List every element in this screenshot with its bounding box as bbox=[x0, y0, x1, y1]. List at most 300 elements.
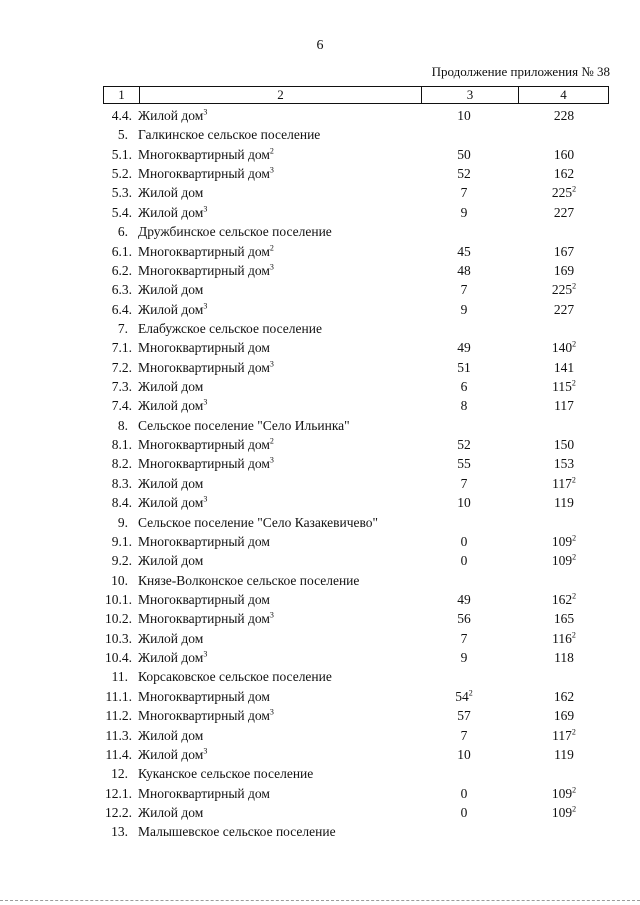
row-name-text: Жилой дом bbox=[138, 282, 204, 298]
table-row bbox=[0, 435, 640, 454]
row-col-4-text: 109 bbox=[551, 553, 573, 569]
row-col-3-text: 45 bbox=[457, 243, 471, 259]
row-col-3-text: 9 bbox=[460, 650, 468, 666]
row-number-text: 10.4. bbox=[105, 650, 132, 666]
row-name-text: Многоквартирный дом bbox=[138, 591, 270, 607]
table-header bbox=[103, 86, 609, 104]
row-col-3 bbox=[422, 609, 506, 628]
row-col-3 bbox=[422, 164, 506, 183]
table-row bbox=[0, 474, 640, 493]
row-col-3 bbox=[422, 629, 506, 648]
row-name-text: Дружбинское сельское поселение bbox=[138, 224, 332, 240]
row-name-text: Жилой дом bbox=[138, 630, 204, 646]
row-name bbox=[138, 629, 203, 648]
header-col-3: 3 bbox=[422, 87, 519, 103]
row-number-text: 13. bbox=[111, 824, 128, 840]
row-col-4 bbox=[522, 261, 606, 280]
row-col-4-text: 117 bbox=[552, 475, 572, 491]
row-col-3-text: 7 bbox=[460, 475, 468, 491]
row-number-text: 8.3. bbox=[111, 475, 132, 491]
row-col-4-text: 225 bbox=[551, 282, 573, 298]
row-col-3 bbox=[422, 493, 506, 512]
row-number bbox=[0, 358, 132, 377]
row-name-footnote-mark: 2 bbox=[269, 146, 274, 156]
row-number-text: 10. bbox=[111, 572, 128, 588]
row-col-3-text: 7 bbox=[460, 282, 468, 298]
row-name bbox=[138, 474, 203, 493]
table-row bbox=[0, 745, 640, 764]
row-number bbox=[0, 106, 132, 125]
row-col-3 bbox=[422, 396, 506, 415]
row-number-text: 11.2. bbox=[105, 708, 132, 724]
row-name bbox=[138, 513, 378, 532]
row-col-4 bbox=[522, 164, 606, 183]
row-col-3-text: 0 bbox=[460, 533, 468, 549]
page-number: 6 bbox=[316, 38, 324, 53]
row-col-3 bbox=[422, 726, 506, 745]
row-number-text: 6. bbox=[117, 224, 128, 240]
section-row bbox=[0, 125, 640, 144]
row-name bbox=[138, 764, 313, 783]
row-name-footnote-mark: 3 bbox=[203, 494, 208, 504]
row-col-4-text: 227 bbox=[553, 301, 575, 317]
row-name bbox=[138, 648, 207, 667]
table-row bbox=[0, 493, 640, 512]
row-col-4-text: 153 bbox=[553, 456, 575, 472]
row-col-4-text: 115 bbox=[552, 379, 572, 395]
row-name-text: Многоквартирный дом bbox=[138, 243, 270, 259]
row-col-3-text: 52 bbox=[457, 437, 471, 453]
row-name bbox=[138, 125, 320, 144]
row-col-3 bbox=[422, 551, 506, 570]
row-number bbox=[0, 377, 132, 396]
row-number-text: 12. bbox=[111, 766, 128, 782]
row-name bbox=[138, 222, 332, 241]
row-col-3-footnote-mark: 2 bbox=[468, 688, 473, 698]
table-row bbox=[0, 687, 640, 706]
row-col-4-text: 140 bbox=[551, 340, 573, 356]
row-number-text: 7. bbox=[117, 320, 128, 336]
row-number bbox=[0, 571, 128, 590]
row-col-3-text: 50 bbox=[457, 146, 471, 162]
row-name bbox=[138, 416, 350, 435]
row-col-4 bbox=[522, 474, 606, 493]
row-col-3 bbox=[422, 784, 506, 803]
row-col-3 bbox=[422, 590, 506, 609]
row-col-4-text: 225 bbox=[551, 185, 573, 201]
row-number-text: 11.3. bbox=[105, 727, 132, 743]
table-row bbox=[0, 784, 640, 803]
row-col-3-text: 52 bbox=[457, 166, 471, 182]
row-number bbox=[0, 745, 132, 764]
section-row bbox=[0, 764, 640, 783]
row-col-4-text: 228 bbox=[553, 108, 575, 123]
row-number-text: 7.4. bbox=[111, 398, 132, 414]
row-col-4-text: 162 bbox=[553, 688, 575, 704]
row-number bbox=[0, 396, 132, 415]
row-number-text: 6.1. bbox=[111, 243, 132, 259]
row-col-3-text: 9 bbox=[460, 301, 468, 317]
row-col-4 bbox=[522, 532, 606, 551]
row-col-3-text: 10 bbox=[457, 746, 471, 762]
row-number bbox=[0, 493, 132, 512]
row-number-text: 11. bbox=[111, 669, 128, 685]
row-number-text: 5.1. bbox=[111, 146, 132, 162]
row-number-text: 11.4. bbox=[105, 746, 132, 762]
row-number bbox=[0, 164, 132, 183]
table-row bbox=[0, 609, 640, 628]
row-col-4-footnote-mark: 2 bbox=[571, 727, 576, 736]
row-col-4 bbox=[522, 377, 606, 396]
row-col-3 bbox=[422, 454, 506, 473]
row-name-footnote-mark: 3 bbox=[203, 107, 208, 117]
row-number-text: 6.2. bbox=[111, 262, 132, 278]
row-name-text: Жилой дом bbox=[138, 204, 204, 220]
row-name-text: Многоквартирный дом bbox=[138, 611, 270, 627]
row-col-4 bbox=[522, 493, 606, 512]
row-col-3 bbox=[422, 687, 506, 706]
row-col-4-text: 165 bbox=[553, 611, 575, 627]
row-col-3-text: 10 bbox=[457, 495, 471, 511]
section-row bbox=[0, 822, 640, 841]
row-number-text: 12.1. bbox=[105, 785, 132, 801]
table-row bbox=[0, 551, 640, 570]
row-col-4 bbox=[522, 145, 606, 164]
row-name bbox=[138, 280, 203, 299]
row-col-3 bbox=[422, 706, 506, 725]
row-col-4-text: 109 bbox=[551, 533, 573, 549]
row-number bbox=[0, 222, 128, 241]
row-number bbox=[0, 551, 132, 570]
row-name-text: Жилой дом bbox=[138, 746, 204, 762]
row-name-text: Многоквартирный дом bbox=[138, 359, 270, 375]
row-col-4-text: 117 bbox=[554, 398, 574, 414]
row-col-3-text: 10 bbox=[457, 108, 471, 123]
row-name bbox=[138, 242, 274, 261]
row-col-4-text: 227 bbox=[553, 204, 575, 220]
table-body bbox=[0, 106, 640, 842]
row-name bbox=[138, 261, 274, 280]
row-col-4-footnote-mark: 2 bbox=[572, 533, 577, 543]
row-col-3 bbox=[422, 300, 506, 319]
row-number-text: 8. bbox=[117, 417, 128, 433]
row-col-4 bbox=[522, 183, 606, 202]
row-number-text: 6.4. bbox=[111, 301, 132, 317]
row-name bbox=[138, 358, 274, 377]
row-col-4-footnote-mark: 2 bbox=[571, 630, 576, 640]
row-name bbox=[138, 183, 203, 202]
row-col-3 bbox=[422, 242, 506, 261]
row-col-4-footnote-mark: 2 bbox=[572, 184, 577, 194]
row-number bbox=[0, 726, 132, 745]
row-col-4 bbox=[522, 745, 606, 764]
row-name bbox=[138, 203, 207, 222]
row-name bbox=[138, 726, 203, 745]
section-row bbox=[0, 416, 640, 435]
row-name-text: Жилой дом bbox=[138, 650, 204, 666]
row-name-text: Галкинское сельское поселение bbox=[138, 127, 321, 143]
header-col-4: 4 bbox=[560, 87, 567, 102]
row-name-text: Жилой дом bbox=[138, 553, 204, 569]
row-number bbox=[0, 532, 132, 551]
row-col-4 bbox=[522, 358, 606, 377]
row-name bbox=[138, 667, 332, 686]
table-row bbox=[0, 358, 640, 377]
row-col-4-footnote-mark: 2 bbox=[572, 785, 577, 795]
row-col-4-footnote-mark: 2 bbox=[572, 281, 577, 291]
row-name-text: Сельское поселение "Село Казакевичево" bbox=[138, 514, 379, 530]
row-number-text: 12.2. bbox=[105, 804, 132, 820]
table-row bbox=[0, 377, 640, 396]
row-number bbox=[0, 454, 132, 473]
row-name-text: Жилой дом bbox=[138, 108, 204, 123]
row-name-text: Малышевское сельское поселение bbox=[138, 824, 336, 840]
row-col-4 bbox=[522, 396, 606, 415]
section-row bbox=[0, 319, 640, 338]
row-name bbox=[138, 338, 270, 357]
row-name bbox=[138, 803, 203, 822]
row-col-3 bbox=[422, 338, 506, 357]
row-name-footnote-mark: 3 bbox=[269, 165, 274, 175]
section-row bbox=[0, 571, 640, 590]
row-name-text: Куканское сельское поселение bbox=[138, 766, 314, 782]
row-number-text: 8.1. bbox=[111, 437, 132, 453]
row-col-3-text: 49 bbox=[457, 591, 471, 607]
table-row bbox=[0, 726, 640, 745]
table-row bbox=[0, 803, 640, 822]
row-col-3-text: 54 bbox=[455, 688, 469, 704]
row-number-text: 5. bbox=[117, 127, 128, 143]
row-number-text: 7.1. bbox=[111, 340, 132, 356]
row-col-4-text: 109 bbox=[551, 785, 573, 801]
row-name-text: Жилой дом bbox=[138, 398, 204, 414]
row-name-text: Корсаковское сельское поселение bbox=[138, 669, 332, 685]
row-col-3-text: 7 bbox=[460, 630, 468, 646]
row-col-4 bbox=[522, 648, 606, 667]
row-col-4 bbox=[522, 726, 606, 745]
row-number-text: 9.2. bbox=[111, 553, 132, 569]
header-col-2: 2 bbox=[140, 87, 422, 103]
row-name bbox=[138, 319, 322, 338]
row-col-3 bbox=[422, 377, 506, 396]
row-number bbox=[0, 183, 132, 202]
row-number bbox=[0, 687, 132, 706]
row-name-text: Многоквартирный дом bbox=[138, 785, 270, 801]
row-col-3 bbox=[422, 280, 506, 299]
row-col-4 bbox=[522, 590, 606, 609]
row-col-4-footnote-mark: 2 bbox=[572, 804, 577, 814]
row-name bbox=[138, 571, 359, 590]
row-col-4-text: 109 bbox=[551, 804, 573, 820]
row-col-4-footnote-mark: 2 bbox=[572, 591, 577, 601]
row-number bbox=[0, 706, 132, 725]
row-col-4-footnote-mark: 2 bbox=[572, 339, 577, 349]
table-row bbox=[0, 261, 640, 280]
row-col-3-text: 51 bbox=[457, 359, 471, 375]
table-row bbox=[0, 590, 640, 609]
row-col-4-text: 167 bbox=[553, 243, 575, 259]
row-number bbox=[0, 590, 132, 609]
row-number-text: 10.3. bbox=[105, 630, 132, 646]
row-col-4 bbox=[522, 551, 606, 570]
row-col-4 bbox=[522, 609, 606, 628]
row-number-text: 4.4. bbox=[111, 108, 132, 123]
row-name bbox=[138, 145, 274, 164]
row-number bbox=[0, 145, 132, 164]
row-name-footnote-mark: 3 bbox=[269, 359, 274, 369]
row-number bbox=[0, 609, 132, 628]
table-row bbox=[0, 145, 640, 164]
row-name bbox=[138, 687, 270, 706]
table-row bbox=[0, 300, 640, 319]
row-name-text: Елабужское сельское поселение bbox=[138, 320, 322, 336]
table-row bbox=[0, 164, 640, 183]
row-name-text: Многоквартирный дом bbox=[138, 437, 270, 453]
row-number-text: 10.1. bbox=[105, 591, 132, 607]
row-name-footnote-mark: 3 bbox=[203, 649, 208, 659]
row-col-3 bbox=[422, 474, 506, 493]
row-name-footnote-mark: 2 bbox=[269, 243, 274, 253]
row-col-4 bbox=[522, 203, 606, 222]
row-name bbox=[138, 609, 274, 628]
row-name-footnote-mark: 3 bbox=[203, 746, 208, 756]
row-number bbox=[0, 319, 128, 338]
row-number-text: 10.2. bbox=[105, 611, 132, 627]
row-name bbox=[138, 784, 270, 803]
table-row bbox=[0, 706, 640, 725]
row-number-text: 9. bbox=[117, 514, 128, 530]
row-col-4 bbox=[522, 300, 606, 319]
row-col-4-text: 119 bbox=[554, 746, 574, 762]
row-col-4-text: 162 bbox=[551, 591, 573, 607]
table-row bbox=[0, 106, 640, 125]
row-number-text: 8.2. bbox=[111, 456, 132, 472]
row-col-4-text: 162 bbox=[553, 166, 575, 182]
row-name-footnote-mark: 3 bbox=[269, 610, 274, 620]
row-col-4-text: 141 bbox=[553, 359, 575, 375]
row-number-text: 6.3. bbox=[111, 282, 132, 298]
table-row bbox=[0, 242, 640, 261]
row-number bbox=[0, 280, 132, 299]
row-col-4 bbox=[522, 338, 606, 357]
row-number bbox=[0, 474, 132, 493]
row-number-text: 5.3. bbox=[111, 185, 132, 201]
row-col-3-text: 49 bbox=[457, 340, 471, 356]
row-name bbox=[138, 551, 203, 570]
table-row bbox=[0, 629, 640, 648]
row-name-footnote-mark: 3 bbox=[269, 262, 274, 272]
row-name bbox=[138, 164, 274, 183]
row-name-text: Многоквартирный дом bbox=[138, 146, 270, 162]
row-name-footnote-mark: 2 bbox=[269, 436, 274, 446]
row-name-text: Жилой дом bbox=[138, 379, 204, 395]
row-name-footnote-mark: 3 bbox=[269, 707, 274, 717]
row-col-3 bbox=[422, 648, 506, 667]
table-row bbox=[0, 454, 640, 473]
table-row bbox=[0, 532, 640, 551]
row-name-text: Жилой дом bbox=[138, 475, 204, 491]
row-col-4-text: 169 bbox=[553, 708, 575, 724]
row-col-3 bbox=[422, 203, 506, 222]
row-col-4 bbox=[522, 242, 606, 261]
row-number bbox=[0, 784, 132, 803]
row-col-3-text: 0 bbox=[460, 804, 468, 820]
row-number-text: 5.2. bbox=[111, 166, 132, 182]
row-number bbox=[0, 125, 128, 144]
row-col-3-text: 8 bbox=[460, 398, 468, 414]
row-name-text: Князе-Волконское сельское поселение bbox=[138, 572, 360, 588]
row-col-3-text: 0 bbox=[460, 553, 468, 569]
row-col-4-footnote-mark: 2 bbox=[571, 378, 576, 388]
row-name bbox=[138, 106, 207, 125]
row-name bbox=[138, 396, 207, 415]
row-number-text: 11.1. bbox=[105, 688, 132, 704]
row-col-4-text: 150 bbox=[553, 437, 575, 453]
section-row bbox=[0, 513, 640, 532]
row-name-text: Сельское поселение "Село Ильинка" bbox=[138, 417, 350, 433]
row-col-3-text: 57 bbox=[457, 708, 471, 724]
row-number bbox=[0, 203, 132, 222]
row-col-3 bbox=[422, 183, 506, 202]
row-name-text: Многоквартирный дом bbox=[138, 688, 270, 704]
row-col-4-text: 117 bbox=[552, 727, 572, 743]
row-col-4 bbox=[522, 106, 606, 125]
row-name-footnote-mark: 3 bbox=[203, 204, 208, 214]
row-number bbox=[0, 513, 128, 532]
row-col-3 bbox=[422, 145, 506, 164]
table-row bbox=[0, 183, 640, 202]
row-col-4-text: 169 bbox=[553, 262, 575, 278]
row-name bbox=[138, 706, 274, 725]
row-name-text: Жилой дом bbox=[138, 185, 204, 201]
row-name-text: Жилой дом bbox=[138, 727, 204, 743]
table-row bbox=[0, 648, 640, 667]
row-number bbox=[0, 803, 132, 822]
section-row bbox=[0, 222, 640, 241]
row-number bbox=[0, 667, 128, 686]
row-name-text: Многоквартирный дом bbox=[138, 340, 270, 356]
row-name-footnote-mark: 3 bbox=[203, 397, 208, 407]
row-number bbox=[0, 629, 132, 648]
continuation-caption: Продолжение приложения № 38 bbox=[431, 64, 610, 79]
row-number bbox=[0, 261, 132, 280]
row-col-3 bbox=[422, 745, 506, 764]
row-name-text: Жилой дом bbox=[138, 804, 204, 820]
row-col-3-text: 9 bbox=[460, 204, 468, 220]
page-bottom-rule bbox=[0, 900, 640, 901]
row-col-3-text: 56 bbox=[457, 611, 471, 627]
row-name bbox=[138, 745, 207, 764]
row-name-text: Многоквартирный дом bbox=[138, 708, 270, 724]
row-col-4-text: 118 bbox=[554, 650, 574, 666]
row-col-4 bbox=[522, 454, 606, 473]
row-col-3-text: 7 bbox=[460, 727, 468, 743]
row-number bbox=[0, 764, 128, 783]
row-number bbox=[0, 822, 128, 841]
row-col-4 bbox=[522, 629, 606, 648]
row-number-text: 9.1. bbox=[111, 533, 132, 549]
row-number bbox=[0, 338, 132, 357]
row-col-3 bbox=[422, 106, 506, 125]
row-name bbox=[138, 454, 274, 473]
row-col-3 bbox=[422, 803, 506, 822]
header-col-1: 1 bbox=[104, 87, 140, 103]
row-col-4 bbox=[522, 803, 606, 822]
row-col-4 bbox=[522, 280, 606, 299]
table-row bbox=[0, 338, 640, 357]
row-col-3-text: 55 bbox=[457, 456, 471, 472]
row-col-3 bbox=[422, 358, 506, 377]
